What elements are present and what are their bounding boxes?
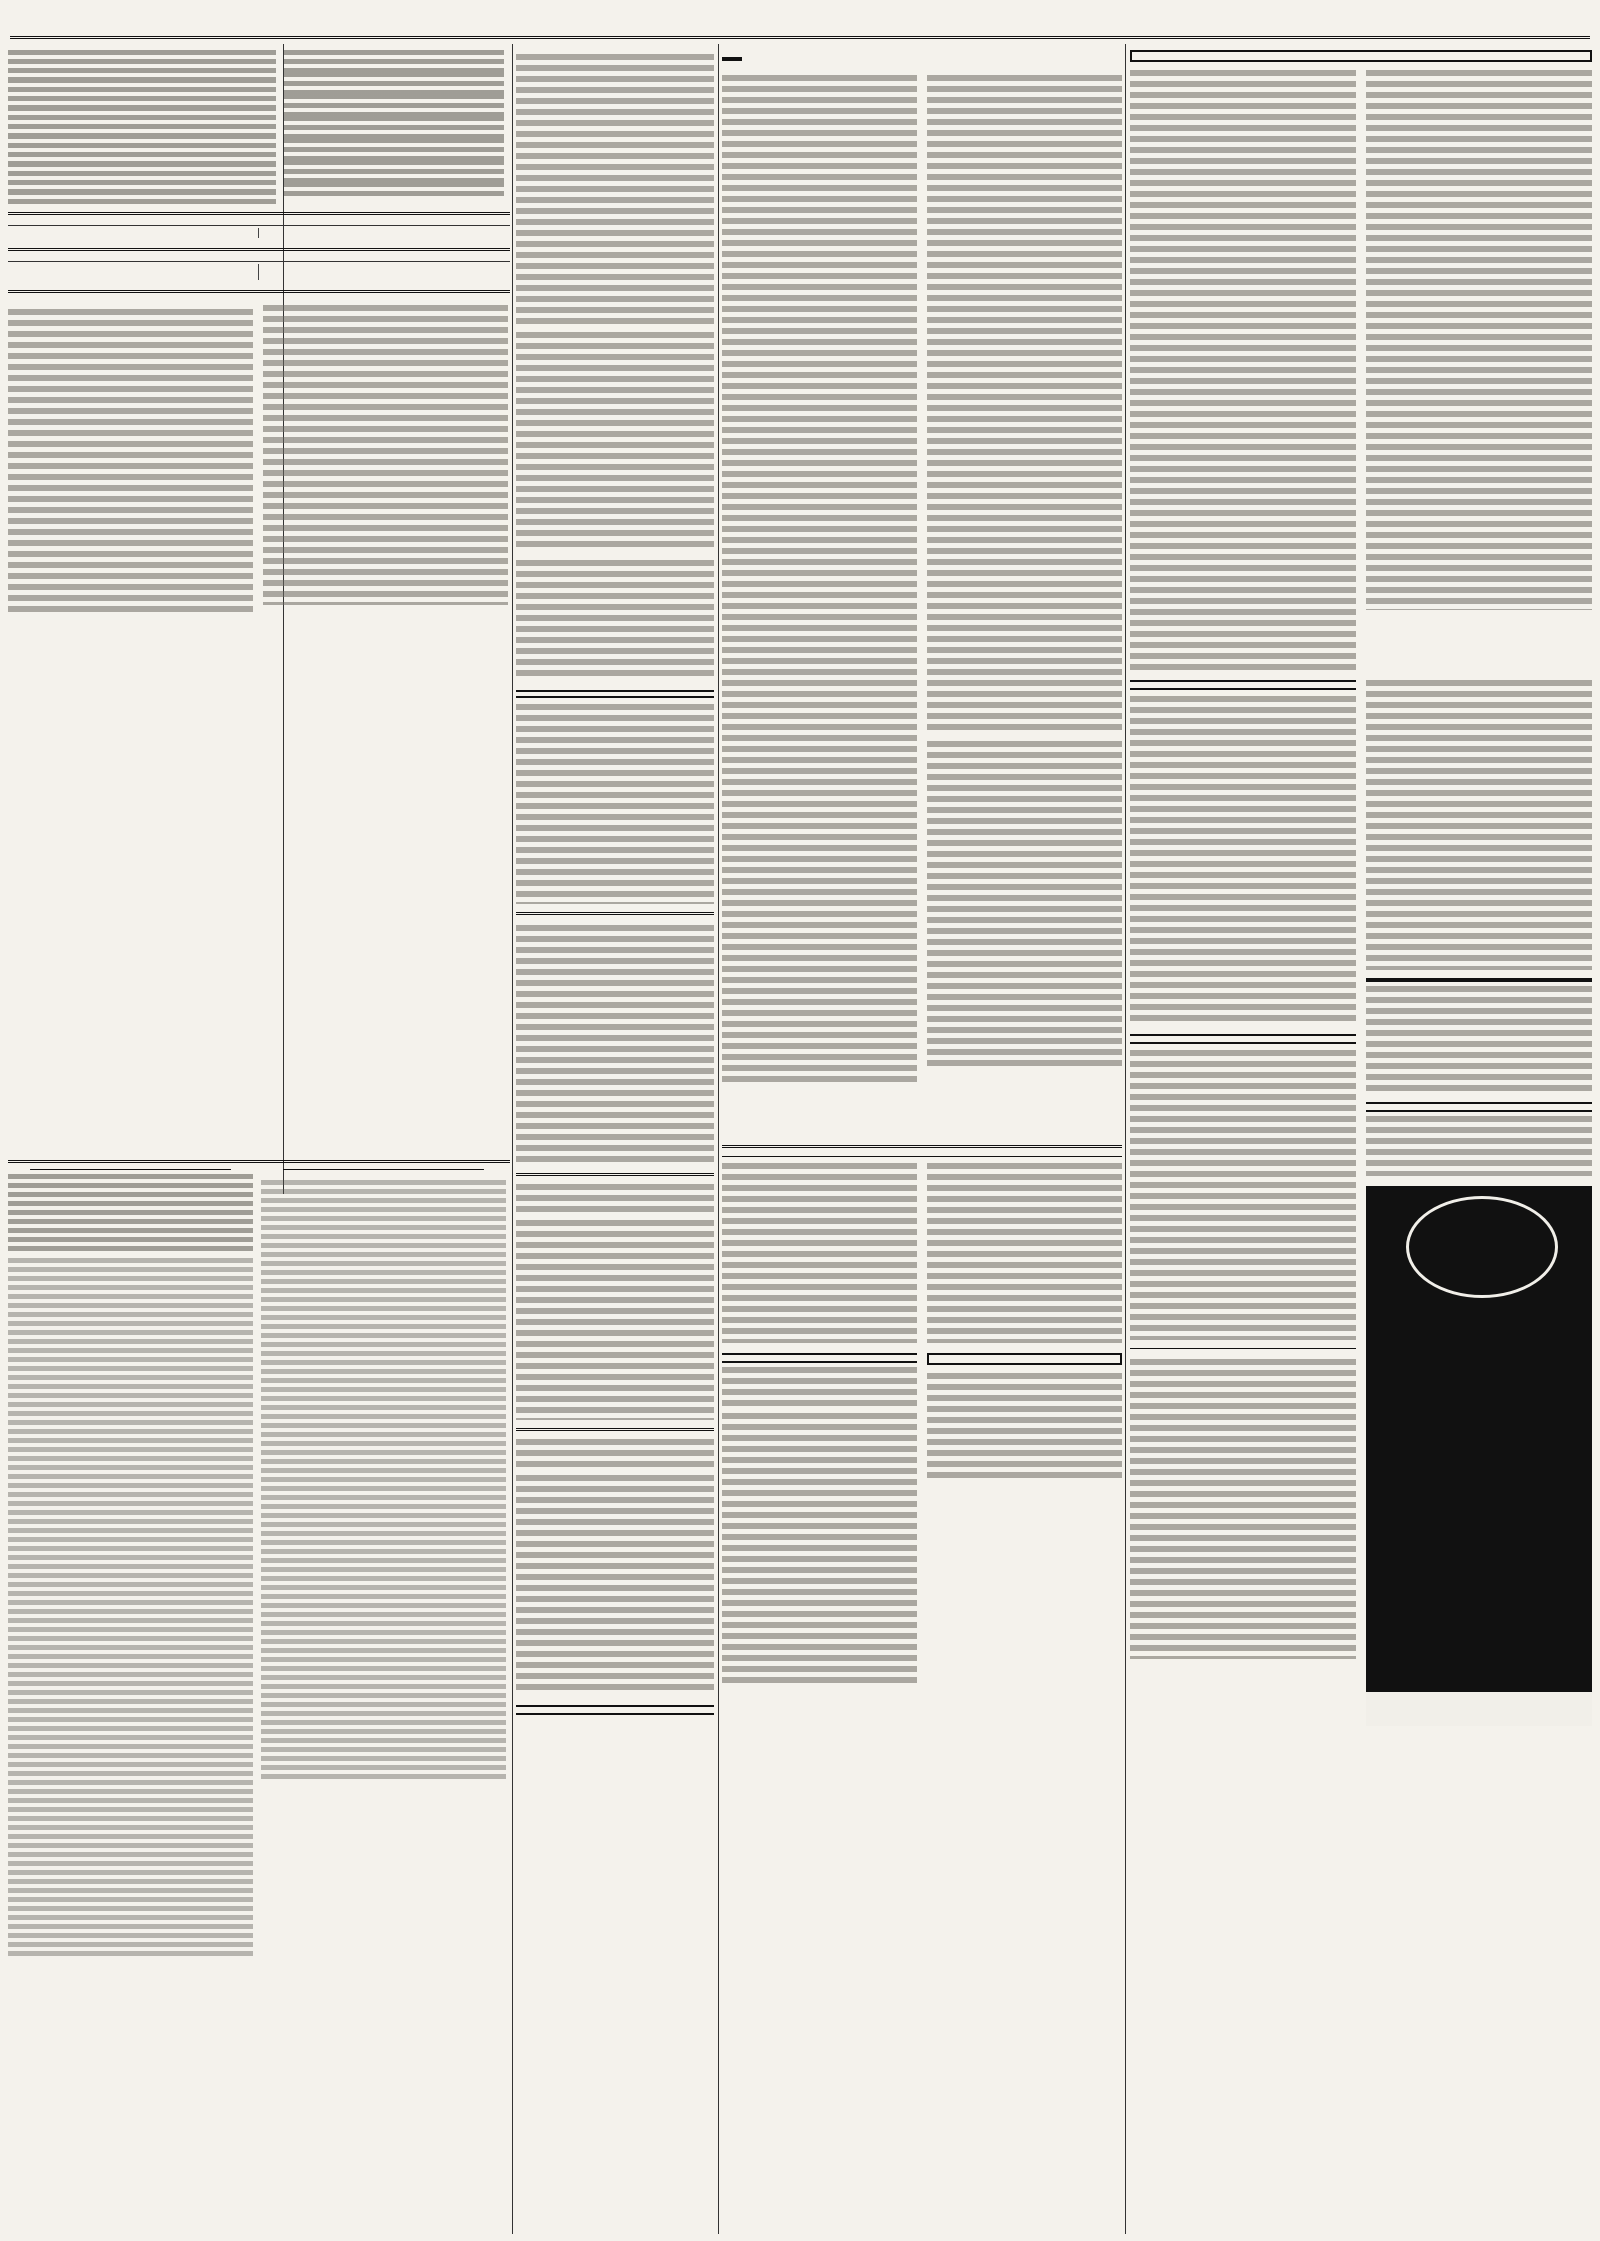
funeral-title bbox=[516, 1428, 714, 1435]
engagements-title bbox=[516, 690, 714, 698]
social-text bbox=[516, 332, 714, 552]
cinema-list-right bbox=[284, 50, 504, 204]
commerce-columns bbox=[8, 1169, 510, 1958]
funeral-intro bbox=[516, 1439, 714, 1469]
classifieds-box bbox=[927, 1353, 1122, 1365]
charity-title bbox=[722, 1145, 1122, 1157]
schedule-program bbox=[130, 278, 259, 280]
funeral-title bbox=[516, 1173, 714, 1180]
today-columns bbox=[722, 75, 1122, 1085]
schedule-program bbox=[388, 278, 510, 280]
cinema-details bbox=[284, 182, 504, 196]
radio-cairo-schedule bbox=[8, 228, 510, 238]
cinema-details bbox=[284, 72, 504, 94]
stock-list-continued bbox=[8, 1258, 253, 1958]
cinema-details bbox=[8, 106, 276, 134]
cinema-details bbox=[8, 162, 276, 190]
stock-exchange-title bbox=[30, 1169, 231, 1170]
engagements-text bbox=[516, 704, 714, 904]
column-rule bbox=[512, 44, 513, 2234]
attempt-title bbox=[1130, 680, 1356, 690]
novel-column-2 bbox=[263, 305, 508, 614]
novel-section bbox=[8, 290, 510, 614]
novel-text bbox=[263, 305, 508, 605]
schedule-program bbox=[388, 236, 510, 238]
lower-today bbox=[722, 1353, 1122, 1683]
cinema-details bbox=[8, 134, 276, 162]
schedule-row bbox=[8, 236, 510, 238]
cinema-details bbox=[8, 78, 276, 106]
masthead bbox=[10, 8, 1590, 39]
graduates-kicker bbox=[1130, 1348, 1356, 1353]
cinema-details bbox=[284, 138, 504, 160]
community-columns bbox=[1130, 70, 1592, 670]
cinema-details bbox=[284, 116, 504, 138]
community-text-right bbox=[1366, 70, 1592, 670]
attempt-text bbox=[1130, 696, 1356, 1026]
canteen-intro bbox=[722, 1367, 917, 1407]
commerce-section bbox=[8, 1160, 510, 2238]
cotton-list-continued bbox=[261, 1180, 506, 1780]
today-column-2 bbox=[927, 75, 1122, 1085]
funeral-text bbox=[516, 1220, 714, 1420]
canteen-title bbox=[722, 1353, 917, 1363]
cinema-advertisement bbox=[1366, 1186, 1592, 1726]
today-text bbox=[927, 75, 1122, 735]
novel-text bbox=[8, 309, 253, 614]
cinema-details bbox=[284, 94, 504, 116]
cinema-list-left bbox=[8, 50, 276, 204]
schedule-row bbox=[8, 278, 510, 280]
news-subcolumn bbox=[1130, 680, 1356, 1726]
sports-text bbox=[1366, 986, 1592, 1096]
committee-title bbox=[1366, 1102, 1592, 1112]
stock-exchange bbox=[8, 1169, 253, 1958]
schedule-time bbox=[8, 236, 130, 238]
cinema-details bbox=[284, 160, 504, 182]
schedule-program bbox=[130, 236, 259, 238]
community-headline-box bbox=[1130, 50, 1592, 62]
cotton-opening-title bbox=[516, 1705, 714, 1715]
today-text bbox=[722, 75, 917, 1085]
canteen-text bbox=[722, 1413, 917, 1683]
social-column bbox=[516, 46, 714, 2234]
schedule-time bbox=[259, 236, 388, 238]
column-rule bbox=[718, 44, 719, 2234]
ad-tagline-bar bbox=[1366, 1692, 1592, 1726]
today-title bbox=[722, 57, 742, 61]
elections-text bbox=[927, 741, 1122, 1071]
today-column bbox=[722, 46, 1122, 2234]
social-text bbox=[516, 560, 714, 680]
thanks-text bbox=[516, 925, 714, 1165]
novel-column-1 bbox=[8, 305, 253, 614]
radio-athens bbox=[8, 248, 510, 280]
stock-commentary bbox=[8, 1174, 253, 1254]
lower-community bbox=[1130, 680, 1592, 1726]
entertainment-listings bbox=[8, 50, 510, 204]
novel-body bbox=[8, 305, 510, 614]
community-text bbox=[1366, 70, 1592, 610]
sports-banner bbox=[1366, 978, 1592, 982]
sack-dress-title bbox=[1130, 1034, 1356, 1044]
canteen-section bbox=[722, 1353, 917, 1683]
radio-cairo bbox=[8, 212, 510, 238]
charity-text bbox=[927, 1163, 1122, 1343]
cinema-details bbox=[8, 190, 276, 204]
column-rule bbox=[1125, 44, 1126, 2234]
cotton-exchange bbox=[261, 1169, 506, 1958]
funeral-intro bbox=[516, 1184, 714, 1214]
schedule-time bbox=[259, 278, 388, 280]
community-column bbox=[1130, 46, 1592, 2234]
cinema-logo bbox=[1406, 1196, 1558, 1298]
classifieds-section bbox=[927, 1353, 1122, 1683]
sports-subcolumn bbox=[1366, 680, 1592, 1726]
radio-athens-schedule bbox=[8, 264, 510, 280]
community-text bbox=[1366, 680, 1592, 970]
charity-columns bbox=[722, 1163, 1122, 1343]
cinema-details bbox=[284, 50, 504, 72]
cotton-exchange-title bbox=[283, 1169, 484, 1170]
charity-text bbox=[722, 1163, 917, 1343]
classified-text bbox=[927, 1373, 1122, 1483]
thanks-title bbox=[516, 912, 714, 919]
today-column-1 bbox=[722, 75, 917, 1085]
left-column bbox=[8, 46, 510, 1156]
social-text bbox=[516, 54, 714, 324]
sack-dress-text bbox=[1130, 1050, 1356, 1340]
funeral-text bbox=[516, 1475, 714, 1695]
committee-text bbox=[1366, 1116, 1592, 1176]
community-text bbox=[1130, 70, 1356, 670]
cinema-details bbox=[8, 50, 276, 78]
ibsen-text bbox=[1130, 1359, 1356, 1659]
schedule-time bbox=[8, 278, 130, 280]
